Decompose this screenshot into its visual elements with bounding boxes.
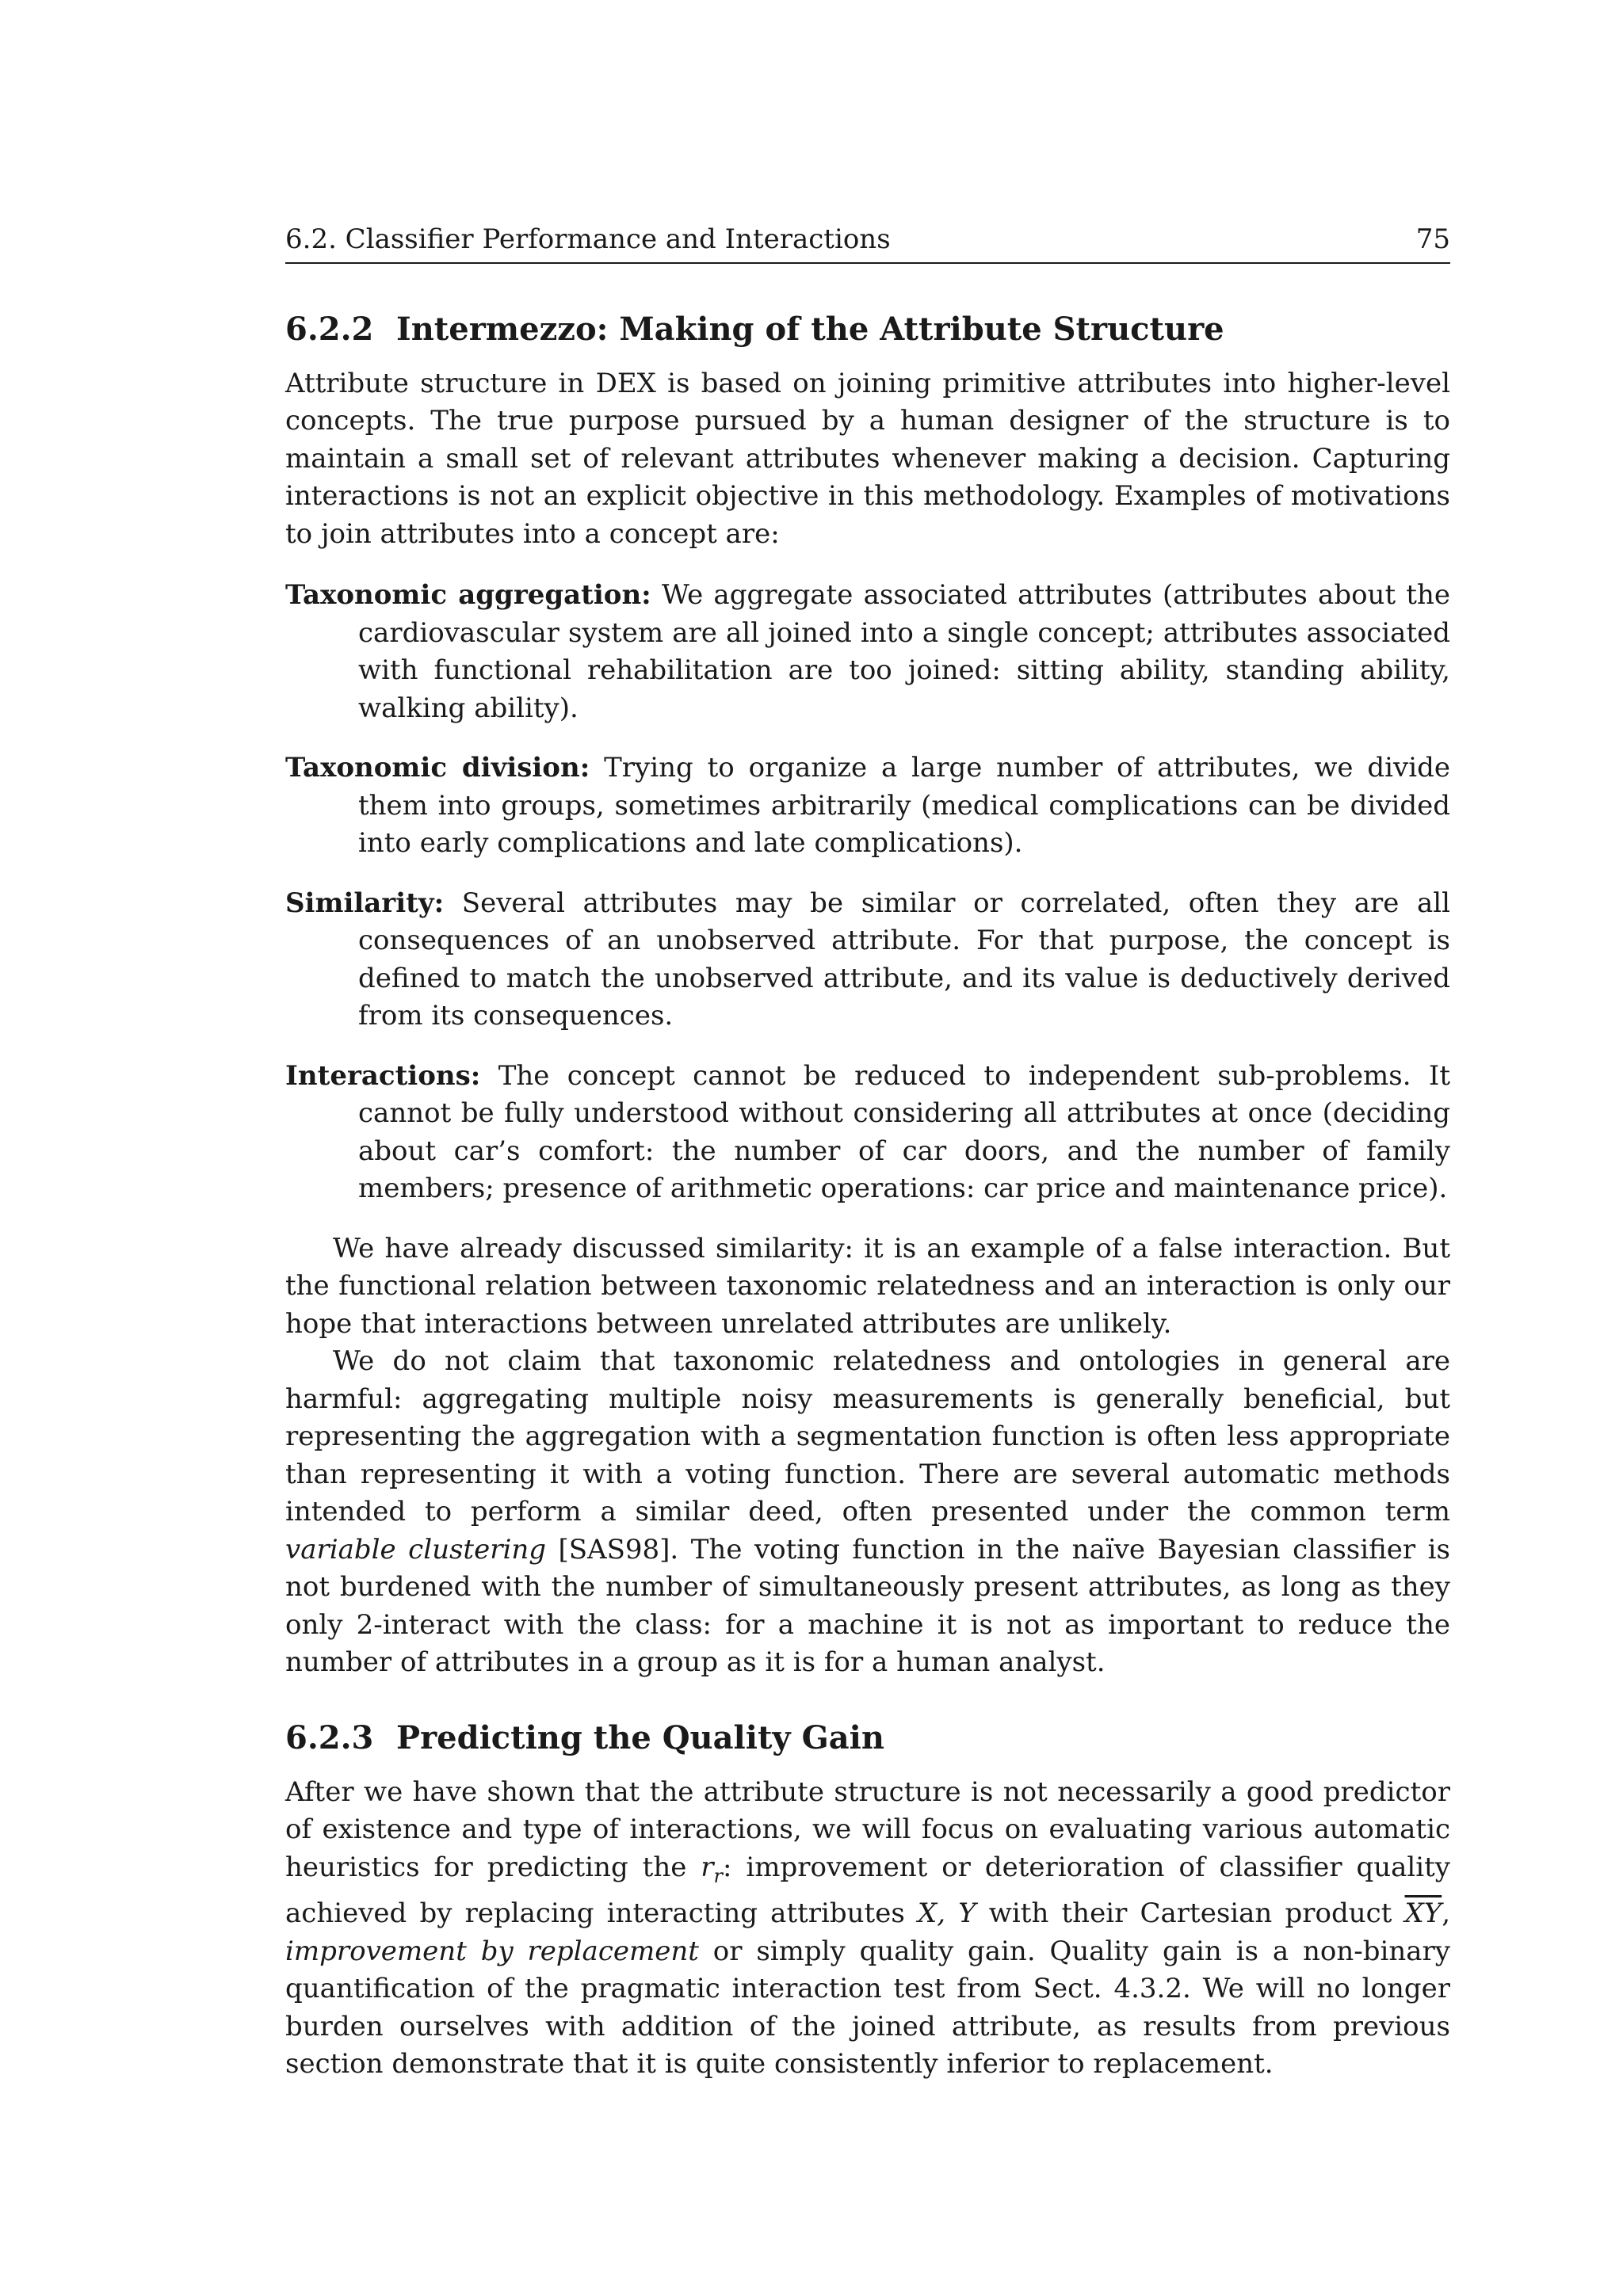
text-run: with their Cartesian product — [976, 1897, 1405, 1930]
list-item-term: Taxonomic division: — [285, 752, 590, 784]
list-item — [285, 749, 1450, 863]
list-item — [285, 1058, 1450, 1208]
emphasis: variable clustering — [285, 1533, 546, 1566]
math-xy-bar: $\overline{XY}$ — [1404, 1897, 1442, 1930]
emphasis: improvement by replacement — [285, 1935, 699, 1967]
list-item-term: Taxonomic aggregation: — [285, 579, 651, 612]
body-paragraph — [285, 1774, 1450, 2084]
section-heading-6-2-2 — [285, 310, 1450, 349]
page — [285, 223, 1450, 2084]
motivation-list — [285, 577, 1450, 1208]
running-header-section: 6.2. Classifier Performance and Interactions — [285, 223, 891, 255]
text-run: or simply quality gain. Quality gain is a non-binary quantification of the pragmatic interaction test from Sect. 4.3.2. We will no longer burden ourselves with addition of the joined attribute, as results from previous section demonstrate that it is quite consistently inferior to replacement. — [285, 1935, 1450, 2081]
list-item — [285, 885, 1450, 1035]
section-number: 6.2.2 — [285, 310, 374, 348]
list-item-text: We aggregate associated attributes (attributes about the cardiovascular system are all joined into a single concept; attributes associated with functional rehabilitation are too joined: sitting ability, standing ability, walking ability). — [358, 579, 1450, 724]
section-title: Predicting the Quality Gain — [396, 1718, 884, 1756]
body-paragraph — [285, 1343, 1450, 1682]
page-number: 75 — [1415, 223, 1450, 255]
body-paragraph: We have already discussed similarity: it is an example of a false interaction. But the functional relation between taxonomic relatedness and an interaction is only our hope that interactions between unrelated attributes are unlikely. — [285, 1232, 1450, 1340]
running-header — [285, 223, 1450, 264]
list-item-text: The concept cannot be reduced to independent sub-problems. It cannot be fully understood without considering all attributes at once (deciding about car’s comfort: the number of car doors, and the number of family members; presence of arithmetic operations: car price and maintenance price). — [358, 1059, 1451, 1205]
math-r: r — [701, 1851, 714, 1883]
intro-paragraph: Attribute structure in DEX is based on joining primitive attributes into higher-level concepts. The true purpose pursued by a human designer of the structure is to maintain a small set of relevant attributes whenever making a decision. Capturing interactions is not an explicit objective in this methodology. Examples of motivations to join attributes into a concept are: — [285, 367, 1450, 550]
list-item-term: Similarity: — [285, 887, 445, 919]
math-subscript: r — [713, 1864, 724, 1887]
text-run: We do not claim that taxonomic relatedness and ontologies in general are harmful: aggregating multiple noisy measurements is generally beneficial, but representing the aggregation with a segmentation function is often less appropriate than representing it with a voting function. There are several automatic methods intended to perform a similar deed, often presented under the common term — [285, 1345, 1450, 1528]
list-item-text: Several attributes may be similar or correlated, often they are all consequences of an unobserved attribute. For that purpose, the concept is defined to match the unobserved attribute, and its value is deductively derived from its consequences. — [358, 887, 1450, 1032]
section-heading-6-2-3 — [285, 1718, 1450, 1758]
list-item — [285, 577, 1450, 727]
math-xy: X, Y — [917, 1897, 976, 1930]
text-run: [SAS98]. The voting function in the naïve Bayesian classifier is not burdened with the number of simultaneously present attributes, as long as they only 2-interact with the class: for a machine it is not as important to reduce the number of attributes in a group as it is for a human analyst. — [285, 1533, 1450, 1679]
list-item-text: Trying to organize a large number of attributes, we divide them into groups, sometimes arbitrarily (medical complications can be divided into early complications and late complications). — [358, 752, 1450, 860]
section-title: Intermezzo: Making of the Attribute Structure — [396, 310, 1224, 348]
list-item-term: Interactions: — [285, 1059, 481, 1092]
section-number: 6.2.3 — [285, 1718, 374, 1756]
text-run: : improvement or deterioration of classifier quality achieved by replacing interacting attributes — [285, 1851, 1450, 1930]
text-run: After we have shown that the attribute structure is not necessarily a good predictor of existence and type of interactions, we will focus on evaluating various automatic heuristics for predicting the — [285, 1775, 1450, 1883]
text-run: , — [1442, 1897, 1451, 1930]
